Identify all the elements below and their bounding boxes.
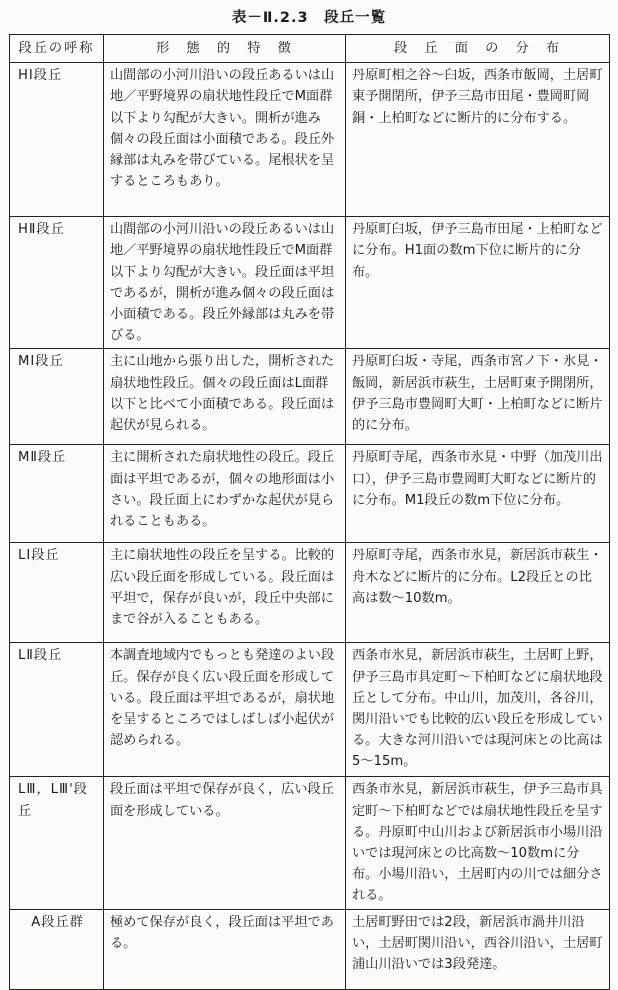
- table-row: [10, 63, 610, 217]
- column-header-distribution: 段 丘 面 の 分 布: [346, 35, 610, 63]
- terrace-feature: 主に扇状地性の段丘を呈する。比較的広い段丘面を形成している。段丘面は平坦で，保存が良いが，段丘中央部にまで谷が入ることもある。: [104, 543, 346, 643]
- table-row: [10, 643, 610, 777]
- table-row: [10, 217, 610, 349]
- terrace-distribution: 土居町野田では2段，新居浜市渦井川沿い，土居町関川沿い，西谷川沿い，土居町浦山川沿いでは3段発達。: [346, 909, 610, 989]
- terrace-feature: 段丘面は平坦で保存が良く，広い段丘面を形成している。: [104, 777, 346, 909]
- terrace-name: LⅡ段丘: [10, 643, 104, 777]
- terrace-name: HⅡ段丘: [10, 217, 104, 349]
- terrace-feature: 山間部の小河川沿いの段丘あるいは山地／平野境界の扇状地性段丘でM面群以下より勾配が大きい。開析が進み個々の段丘面は小面積である。段丘外縁部は丸みを帯びている。尾根状を呈するところもあり。: [104, 63, 346, 217]
- table-row: [10, 543, 610, 643]
- terrace-feature: 主に開析された扇状地性の段丘。段丘面は平坦であるが，個々の地形面は小さい。段丘面上にわずかな起伏が見られることもある。: [104, 445, 346, 543]
- terrace-table: [9, 34, 610, 990]
- terrace-name: LⅠ段丘: [10, 543, 104, 643]
- terrace-feature: 本調査地域内でもっとも発達のよい段丘。保存が良く広い段丘面を形成している。段丘面は平坦であるが，扇状地を呈するところではしばしば小起伏が認められる。: [104, 643, 346, 777]
- table-caption: 表－Ⅱ.2.3 段丘一覧: [231, 10, 387, 26]
- table-row: [10, 777, 610, 909]
- terrace-distribution: 丹原町寺尾，西条市氷見，新居浜市萩生・舟木などに断片的に分布。L2段丘との比高は数～10数m。: [346, 543, 610, 643]
- terrace-distribution: 丹原町寺尾，西条市氷見・中野（加茂川出口），伊予三島市豊岡町大町などに断片的に分布。M1段丘の数m下位に分布。: [346, 445, 610, 543]
- terrace-name: MⅡ段丘: [10, 445, 104, 543]
- table-row: [10, 349, 610, 445]
- terrace-feature: 主に山地から張り出した，開析された扇状地性段丘。個々の段丘面はL面群以下と比べて小面積である。段丘面は起伏が見られる。: [104, 349, 346, 445]
- table-row: [10, 445, 610, 543]
- column-header-name: 段丘の呼称: [10, 35, 104, 63]
- table-row: [10, 909, 610, 989]
- terrace-distribution: 西条市氷見，新居浜市萩生，土居町上野，伊予三島市具定町～下柏町などに扇状地段丘として分布。中山川，加茂川，各谷川，関川沿いでも比較的広い段丘を形成している。大きな河川沿いでは現河床との比高は5～15m。: [346, 643, 610, 777]
- terrace-name: MⅠ段丘: [10, 349, 104, 445]
- terrace-distribution: 丹原町相之谷～臼坂，西条市飯岡，土居町東予開閉所，伊予三島市田尾・豊岡町岡銅・上柏町などに断片的に分布する。: [346, 63, 610, 217]
- terrace-distribution: 丹原町臼坂・寺尾，西条市宮ノ下・氷見・飯岡，新居浜市萩生，土居町東予開閉所，伊予三島市豊岡町大町・上柏町などに断片的に分布。: [346, 349, 610, 445]
- terrace-feature: 山間部の小河川沿いの段丘あるいは山地／平野境界の扇状地性段丘でM面群以下より勾配が大きい。段丘面は平坦であるが，開析が進み個々の段丘面は小面積である。段丘外縁部は丸みを帯びる。: [104, 217, 346, 349]
- terrace-name: LⅢ，LⅢ'段丘: [10, 777, 104, 909]
- column-header-feature: 形 態 的 特 徴: [104, 35, 346, 63]
- terrace-distribution: 西条市氷見，新居浜市萩生，伊予三島市具定町～下柏町などでは扇状地性段丘を呈する。丹原町中山川および新居浜市小場川沿いでは現河床との比高数～10数mに分布。小場川沿い，土居町内の川では細分される。: [346, 777, 610, 909]
- terrace-feature: 極めて保存が良く，段丘面は平坦である。: [104, 909, 346, 989]
- table-header-row: [10, 35, 610, 63]
- terrace-name: A段丘群: [10, 909, 104, 989]
- terrace-name: HⅠ段丘: [10, 63, 104, 217]
- terrace-distribution: 丹原町臼坂，伊予三島市田尾・上柏町などに分布。H1面の数m下位に断片的に分布。: [346, 217, 610, 349]
